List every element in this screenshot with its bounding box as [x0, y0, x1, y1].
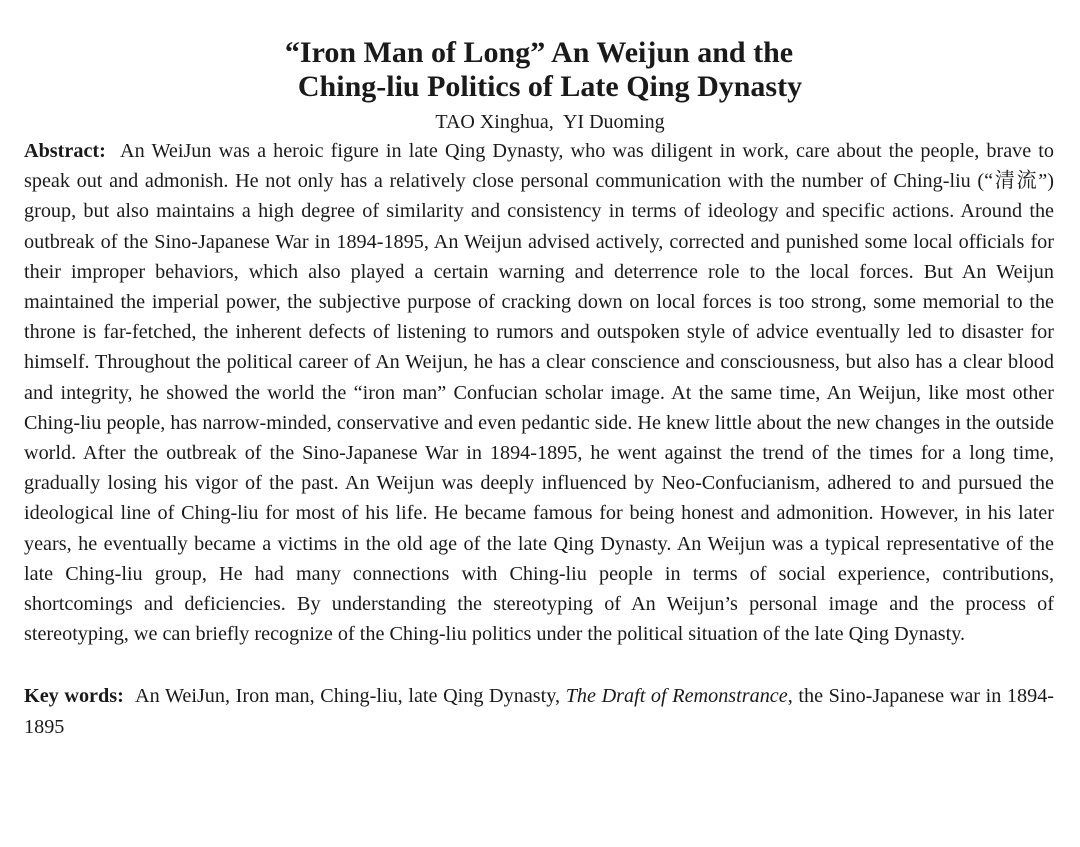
paper-title — [24, 36, 1054, 104]
keywords-text-before: An WeiJun, Iron man, Ching-liu, late Qing Dynasty, — [135, 685, 561, 708]
author-list: TAO Xinghua, YI Duoming — [435, 111, 665, 133]
keywords-text-after: , the Sino-Japanese war in 1894-1895 — [24, 685, 1055, 738]
title-line-2: Ching-liu Politics of Late Qing Dynasty — [297, 70, 803, 103]
keywords-paragraph — [24, 681, 1054, 741]
keywords-label: Key words: — [24, 685, 124, 708]
abstract-label: Abstract: — [24, 140, 106, 162]
abstract-text: An WeiJun was a heroic figure in late Qing Dynasty, who was diligent in work, care about the people, brave to speak out and admonish. He not only has a relatively close personal communication with the number of Ching-liu (“清流”) group, but also maintains a high degree of similarity and consistency in terms of ideology and specific actions. Around the outbreak of the Sino-Japanese War in 1894-1895, An Weijun advised actively, corrected and punished some local officials for their improper behaviors, which also played a certain warning and deterrence role to the local forces. But An Weijun maintained the imperial power, the subjective purpose of cracking down on local forces is too strong, some memorial to the throne is far-fetched, the inherent defects of listening to rumors and outspoken style of advice eventually led to disaster for himself. Throughout the political career of An Weijun, he has a clear conscience and consciousness, but also has a clear blood and integrity, he showed the world the “iron man” Confucian scholar image. At the same time, An Weijun, like most other Ching-liu people, has narrow-minded, conservative and even pedantic side. He knew little about the new changes in the outside world. After the outbreak of the Sino-Japanese War in 1894-1895, he went against the trend of the times for a long time, gradually losing his vigor of the past. An Weijun was deeply influenced by Neo-Confucianism, adhered to and pursued the ideological line of Ching-liu for most of his life. He became famous for being honest and admonition. However, in his later years, he eventually became a victims in the old age of the late Qing Dynasty. An Weijun was a typical representative of the late Ching-liu group, He had many connections with Ching-liu people in terms of social experience, contributions, shortcomings and deficiencies. By understanding the stereotyping of An Weijun’s personal image and the process of stereotyping, we can briefly recognize of the Ching-liu politics under the political situation of the late Qing Dynasty. — [24, 140, 1055, 646]
title-line-1: “Iron Man of Long” An Weijun and the — [284, 36, 794, 69]
keywords-italic-title: The Draft of Remonstrance — [565, 685, 788, 708]
abstract-paragraph — [24, 136, 1054, 649]
